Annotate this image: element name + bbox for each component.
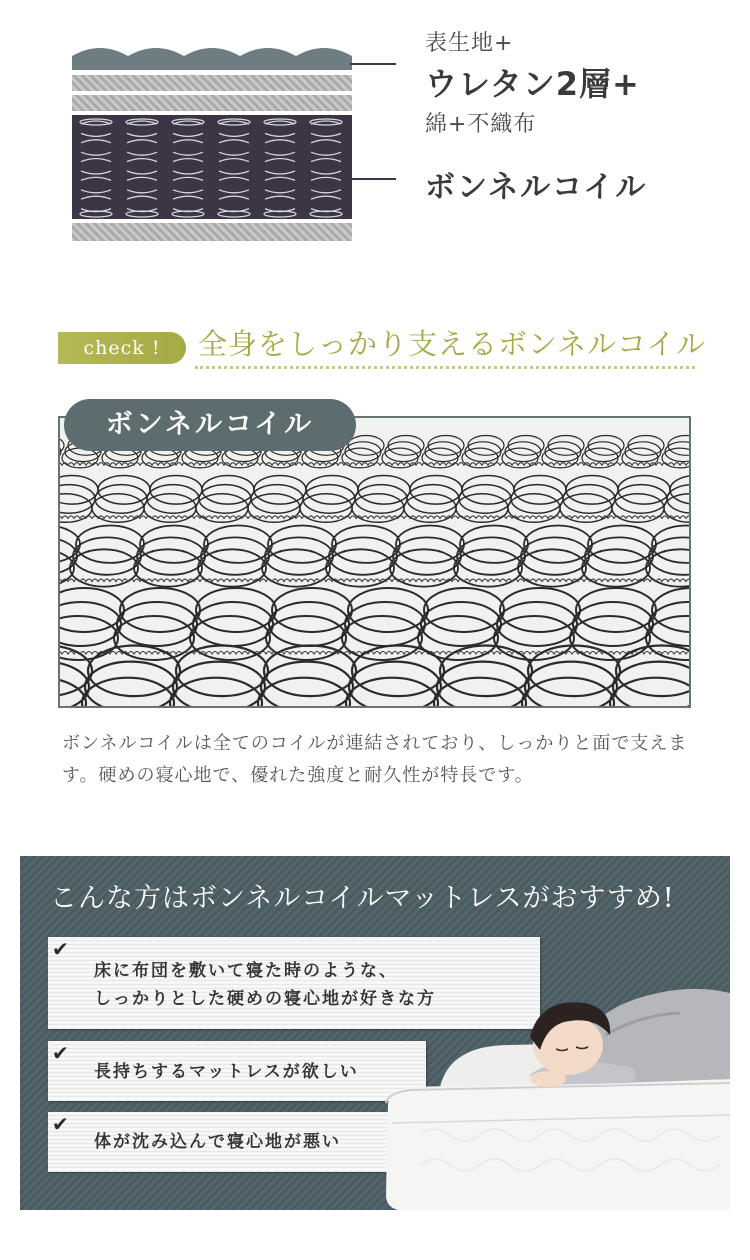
check-icon: ✔ bbox=[52, 1041, 69, 1065]
recommend-item-text: 長持ちするマットレスが欲しい bbox=[94, 1062, 359, 1082]
leader-line-coil bbox=[350, 178, 396, 180]
check-icon: ✔ bbox=[52, 1112, 69, 1136]
recommend-title: こんな方はボンネルコイルマットレスがおすすめ! bbox=[50, 883, 675, 914]
dotted-underline bbox=[195, 366, 695, 369]
recommend-item bbox=[48, 1112, 388, 1172]
recommend-item-text: 体が沈み込んで寝心地が悪い bbox=[94, 1132, 341, 1152]
check-icon: ✔ bbox=[52, 937, 69, 961]
top-layers-label bbox=[425, 26, 640, 138]
mattress-layer-diagram bbox=[72, 42, 354, 246]
coil-photo bbox=[58, 416, 691, 708]
check-heading: 全身をしっかり支えるボンネルコイル bbox=[198, 327, 707, 361]
top-label-line3: 綿+不織布 bbox=[425, 112, 537, 137]
recommend-item bbox=[48, 1041, 426, 1101]
coil-photo-badge: ボンネルコイル bbox=[64, 399, 356, 451]
top-label-line1: 表生地+ bbox=[425, 31, 514, 56]
leader-line-top bbox=[350, 63, 396, 65]
top-label-line2: ウレタン2層+ bbox=[425, 65, 640, 103]
coil-description: ボンネルコイルは全てのコイルが連結されており、しっかりと面で支えます。硬めの寝心地で、優れた強度と耐久性が特長です。 bbox=[62, 733, 688, 786]
sleeping-person-illustration bbox=[380, 975, 730, 1210]
check-tag: check ! bbox=[58, 332, 186, 364]
coil-layer-label: ボンネルコイル bbox=[425, 170, 648, 205]
recommend-item-text: 床に布団を敷いて寝た時のような、 しっかりとした硬めの寝心地が好きな方 bbox=[94, 961, 436, 1009]
